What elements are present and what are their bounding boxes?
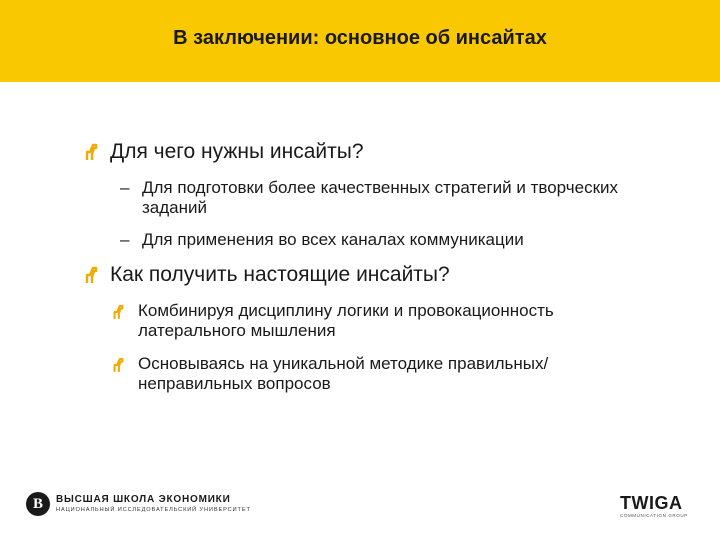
dash-item xyxy=(120,230,642,250)
hse-wordmark xyxy=(56,494,251,514)
giraffe-bullet-icon xyxy=(112,357,124,375)
dash-label: Для применения во всех каналах коммуникации xyxy=(142,230,524,249)
bullet-label: Как получить настоящие инсайты? xyxy=(110,263,450,286)
giraffe-bullet-icon xyxy=(112,304,124,322)
sub-bullet-label: Комбинируя дисциплину логики и провокационность латерального мышления xyxy=(138,301,554,340)
sub-bullet-item xyxy=(112,301,608,341)
giraffe-bullet-icon xyxy=(84,266,98,284)
bullet-item xyxy=(84,262,450,288)
hse-logo xyxy=(26,492,251,516)
dash-label: Для подготовки более качественных стратегий и творческих заданий xyxy=(142,178,618,217)
sub-bullet-item xyxy=(112,354,608,394)
sub-bullet-label: Основываясь на уникальной методике правильных/неправильных вопросов xyxy=(138,354,549,393)
giraffe-bullet-icon xyxy=(84,143,98,161)
twiga-subtitle: COMMUNICATION GROUP xyxy=(620,513,688,518)
twiga-wordmark: TWIGA xyxy=(620,493,683,513)
hse-subtitle: НАЦИОНАЛЬНЫЙ ИССЛЕДОВАТЕЛЬСКИЙ УНИВЕРСИТЕТ xyxy=(56,507,251,513)
slide-title: В заключении: основное об инсайтах xyxy=(173,26,547,49)
bullet-label: Для чего нужны инсайты? xyxy=(110,140,364,163)
dash-marker: – xyxy=(120,230,130,249)
dash-item xyxy=(120,178,642,218)
hse-seal-icon xyxy=(26,492,50,516)
hse-name: ВЫСШАЯ ШКОЛА ЭКОНОМИКИ xyxy=(56,494,231,505)
dash-marker: – xyxy=(120,178,130,197)
bullet-item xyxy=(84,139,364,165)
twiga-logo xyxy=(620,494,688,519)
